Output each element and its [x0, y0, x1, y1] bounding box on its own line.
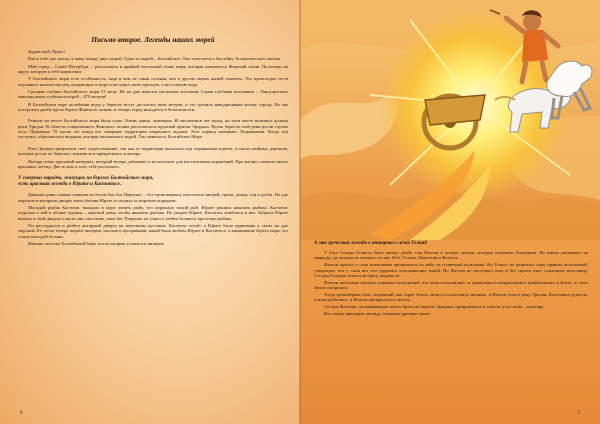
paragraph: Здравствуй, Прую!	[28, 49, 65, 54]
paragraph: У бога Солнца Гелиоса было пятеро детей: сын Фаэтон и четыре дочери, которых называли Гелиадами. Их имена указывают на природу, где каждая из четырех сестер: Фэб, Геллия, Лампетия и Фаэтуза.	[314, 250, 588, 261]
paragraph: Фаэтон настолько неумело управлял колесницей, что кони отклонились от правильного направления и приблизились к Земле, от чего Земля загорелась.	[314, 279, 588, 291]
paragraph: Он рассердился и разбил янтарный дворец на миллионы кусочков. Каститис погиб, а Юрате была прикована к скале на дне морском. Ее слезы теперь падают янтарем, чистым и прозрачным, какой была любовь Юрате и Каститиса, а заныкавшие берега моря, это стоны молодой богини.	[18, 222, 288, 239]
phaethon-chariot-illustration	[300, 0, 600, 240]
paragraphs-middle	[18, 118, 288, 169]
paragraphs-bottom	[18, 192, 288, 246]
right-page	[300, 0, 600, 424]
paragraph: Вот такую красивую легенду сочинили древние греки.	[324, 310, 431, 316]
paragraph: Тогда громовержец Зевс, видевший, как горит Земля, метнул в колесницу молнию, и Фаэтон упал в реку Эридан. Колесница рухнула, а кони разбились, и Фаэтон прекратился в мечты.	[314, 291, 588, 303]
book-gutter	[299, 0, 301, 424]
page-number: 6	[20, 411, 23, 416]
paragraph: Река Эридан прекратила свое существование, так как ее территория оказалась под ледниковым щитом, а смола хвойных деревьев, которые росли по берегам, окаменела и превратилась в янтарь.	[18, 145, 288, 157]
page-title: Письмо второе. Легенды наших морей	[91, 36, 215, 44]
paragraph: Янтарь очень красивый материал, который теперь добывают и используют для изготовления украшений. Про янтарь сложено много красивых легенд. Две из них я хочу тебе рассказать.	[18, 158, 288, 169]
paragraph: Давным-давно самым главным из богов был бог Перкунас – бог-громовержец, властитель вихрей, грома, дождя, гор и дубов. На дне морском в янтарном дворце жила богиня Юрате и следила за морским порядком.	[18, 192, 288, 203]
paragraph: Мой город – Санкт-Петербург – расположен в крайней восточной точке моря, которая называется Финский залив. Посмотри на карту, которую я тебе нарисовал.	[18, 63, 288, 75]
right-page-content	[314, 241, 588, 318]
caption-line: У северных народов, живущих на берегах Балтийского моря,	[18, 176, 154, 182]
legend-caption	[18, 176, 288, 188]
paragraph: В Балтийском море колебания воды у берегов могут достигать пяти метров, и это грозило наводнениями моему городу. Но мы построили дамбу вдоль берега Финского залива, и теперь город находится в безопасности.	[18, 101, 288, 113]
paragraph: Именно поэтому Балтийский берег после шторма усыпается янтарем.	[28, 240, 165, 246]
paragraphs-top	[18, 49, 288, 112]
paragraph: Фаэтон просил у отца позволения прокатиться по небу на солнечной колеснице. Но Гелиос не разрешал сыну править колесницей, утверждая, что у сына нет сил удержать огнедышащих коней. Но Фаэтон не послушал отца и без спроса взял солнечную колесницу. Сестры Гелиады помогали брату запрячь ее.	[314, 262, 588, 278]
paragraph: Средняя глубина Балтийского моря 51 метр. Но на дне имеется несколько котловин. Самая глубокая котловина – Ландсортская: максимальная глубина которой – 470 метров!	[18, 89, 288, 100]
left-page-content	[18, 36, 288, 248]
legend-caption: А это греческая легенда о янтарных слезах Гелиад	[314, 241, 427, 246]
paragraph: Сестры Фаэтона, оплакивающие своего брата на берегах Эридана, превратились в тополя, а их слезы – в янтарь.	[324, 304, 545, 310]
caption-line: есть красивая легенда о Юрате и Каститисе.	[18, 182, 122, 188]
paragraph: У Балтийского моря есть особенность, вода в нем не такая соленая, как в других морях нашей планеты. Это происходит из-за огромного количества рек, впадающих в море и несущих свою пресную, а не соленую воду.	[18, 76, 288, 87]
paragraph: Раньше на месте Балтийского моря была суша. Очень давно, примерно 40 миллионов лет назад, на этом месте возникла долина реки Эридан. В области современного Финского залива располагался крупный приток Эридана. Вдоль берегов этой реки росли глухие леса. Примерно 70 тысяч лет назад все северные территории покрылись льдами. Этот период называют Ледниковым. Когда лед отступил, образовалась впадина, которая заполнилась водой. Так появилось Балтийское Море.	[18, 118, 288, 140]
paragraph: Молодой рыбак Каститис выходил в море ловить рыбу, что нарушало покой рыб. Юрате решила наказать рыбака. Каститис подплыл к ней в облике чудища – морской девы, чтобы наказать рыбака. Но увидев Юрате, Каститис влюбился в нее. Забрала Юрате юношу в свой дворец и жили они счастливо, пока бог Перкунас не узнал о любви богини к простому рыбаку.	[18, 204, 288, 221]
paragraph: Как я тебе уже писал, я живу между двух морей. Одно из морей – Балтийское. Оно относится к бассейну Атлантического океана.	[28, 56, 282, 62]
page-number: 7	[577, 411, 580, 416]
